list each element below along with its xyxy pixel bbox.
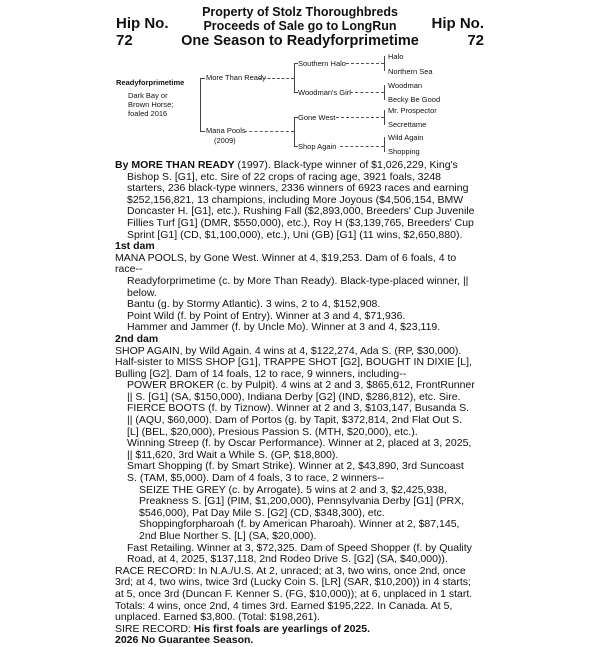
first-dam-produce: Bantu (g. by Stormy Atlantic). 3 wins, 2 to 4, $152,908. <box>127 298 381 311</box>
second-dam-produce: FIERCE BOOTS (f. by Tiznow). Winner at 2 and 3, $103,147, Busanda S. || (AQU, $60,000). Dam of Portos (g. by Tapit, $372,814, 2nd Flat Out S. [L] (BEL, $20,000), Presious Passion S. (MTH, $20,000), etc.). <box>127 402 469 438</box>
pedigree-ds: Gone West <box>298 113 336 122</box>
pedigree-ddd: Shopping <box>388 147 420 156</box>
first-dam-produce: Hammer and Jammer (f. by Uncle Mo). Winner at 3 and 4, $23,119. <box>127 321 441 334</box>
race-record: RACE RECORD: In N.A./U.S. At 2, unraced; at 3, two wins, once 2nd, once 3rd; at 4, two wins, twice 3rd (Lucky Coin S. [LR] (SAR, $10,200)) in 4 starts; at 5, once 3rd (Duncan F. Kenner S. (FG, $10,000)); at 6, unplaced in 1 start. Totals: 4 wins, once 2nd, 4 times 3rd. Earned $195,222. In Canada. At 5, unplaced. Earned $3,800. (Total: $198,261). <box>115 564 473 624</box>
page-title: One Season to Readyforprimetime <box>181 33 419 49</box>
first-dam-line: MANA POOLS, by Gone West. Winner at 4, $19,253. Dam of 6 foals, 4 to race-- <box>115 251 457 276</box>
pedigree-dam-year: (2009) <box>214 136 236 145</box>
pedigree-sss: Halo <box>388 52 404 61</box>
subject-desc-3: foaled 2016 <box>128 109 168 118</box>
pedigree-sire: More Than Ready <box>206 73 266 82</box>
pedigree-ss: Southern Halo <box>298 59 346 68</box>
consignor-line: Property of Stolz Thoroughbreds <box>202 5 398 19</box>
pedigree-dd: Shop Again <box>298 142 337 151</box>
subject-desc-2: Brown Horse; <box>128 100 174 109</box>
third-gen-produce: Shoppingforpharoah (f. by American Pharoah). Winner at 2, $87,145, 2nd Blue Norther S. [L] (SA, $20,000). <box>139 518 460 542</box>
third-gen-produce: SEIZE THE GREY (c. by Arrogate). 5 wins at 2 and 3, $2,425,938, Preakness S. [G1] (PIM, $1,200,000), Pennsylvania Derby [G1] (PRX, $546,000), Pat Day Mile S. [G2] (CD, $348,300), etc. <box>139 483 465 519</box>
first-dam-produce: Point Wild (f. by Point of Entry). Winner at 3 and 4, $71,936. <box>127 309 406 322</box>
sire-record-label: SIRE RECORD: <box>115 622 191 635</box>
subject-desc-1: Dark Bay or <box>128 91 168 100</box>
pedigree-sdd: Becky Be Good <box>388 95 441 104</box>
pedigree-dsd: Secrettame <box>388 120 427 129</box>
pedigree-ssd: Northern Sea <box>388 67 433 76</box>
second-dam-produce: Smart Shopping (f. by Smart Strike). Winner at 2, $43,890, 3rd Suncoast S. (TAM, $5,000). Dam of 4 foals, 3 to race, 2 winners-- <box>127 460 464 485</box>
sire-text: (1997). Black-type winner of $1,026,229, King's Bishop S. [G1], etc. Sire of 22 crops of racing age, 3921 foals, 3248 starters, 236 black-type winners, 2336 winners of 6923 races and earning $252,156,821, 13 champions, including More Joyous ($4,506,154, BMW Doncaster H. [G1], etc.), Rushing Fall ($2,893,000, Breeders' Cup Juvenile Fillies Turf [G1] (DMR, $550,000), etc.), Roy H ($3,139,765, Breeders' Cup Sprint [G1] (CD, $1,100,000), etc.), Uni (GB) [G1] (11 wins, $2,650,880). <box>127 159 475 241</box>
second-dam-produce: POWER BROKER (c. by Pulpit). 4 wins at 2 and 3, $865,612, FrontRunner || S. [G1] (SA, $150,000), Indiana Derby [G2] (IND, $286,812), etc. Sire. <box>127 379 475 403</box>
first-dam-heading: 1st dam <box>115 240 155 253</box>
second-dam-line: SHOP AGAIN, by Wild Again. 4 wins at 4, $122,274, Ada S. (RP, $30,000). Half-sister to MISS SHOP [G1], TRAPPE SHOT [G2], BOUGHT IN DIXIE [L], Bulling [G2]. Dam of 14 foals, 12 to race, 9 winners, including-- <box>115 344 472 380</box>
pedigree-sd: Woodman's Girl <box>298 88 351 97</box>
pedigree-subject: Readyforprimetime <box>116 78 185 87</box>
hip-value: 72 <box>467 32 484 49</box>
pedigree-dds: Wild Again <box>388 133 424 142</box>
pedigree-dam: Mana Pools <box>206 126 246 135</box>
catalog-body <box>115 160 475 647</box>
pedigree-sds: Woodman <box>388 81 423 90</box>
pedigree-dss: Mr. Prospector <box>388 106 437 115</box>
sire-record <box>115 624 475 636</box>
first-dam-produce: Readyforprimetime (c. by More Than Ready). Black-type-placed winner, || below. <box>127 274 469 299</box>
second-dam-heading: 2nd dam <box>115 332 159 345</box>
hip-label: Hip No. <box>116 15 169 32</box>
sire-lead: By MORE THAN READY <box>115 159 235 171</box>
guarantee-line: 2026 No Guarantee Season. <box>115 634 254 647</box>
sire-record-value: His first foals are yearlings of 2025. <box>193 622 371 635</box>
hip-value: 72 <box>116 32 133 49</box>
proceeds-line: Proceeds of Sale go to LongRun <box>203 19 397 33</box>
second-dam-produce: Fast Retailing. Winner at 3, $72,325. Dam of Speed Shopper (f. by Quality Road, at 4, 2025, $137,118, 2nd Rodeo Drive S. [G2] (SA, $40,000)). <box>127 541 472 566</box>
second-dam-produce: Winning Streep (f. by Oscar Performance). Winner at 2, placed at 3, 2025, || $11,620, 3rd Wait a While S. (GP, $18,800). <box>127 437 472 461</box>
sire-paragraph <box>115 160 475 241</box>
hip-label: Hip No. <box>431 15 484 32</box>
